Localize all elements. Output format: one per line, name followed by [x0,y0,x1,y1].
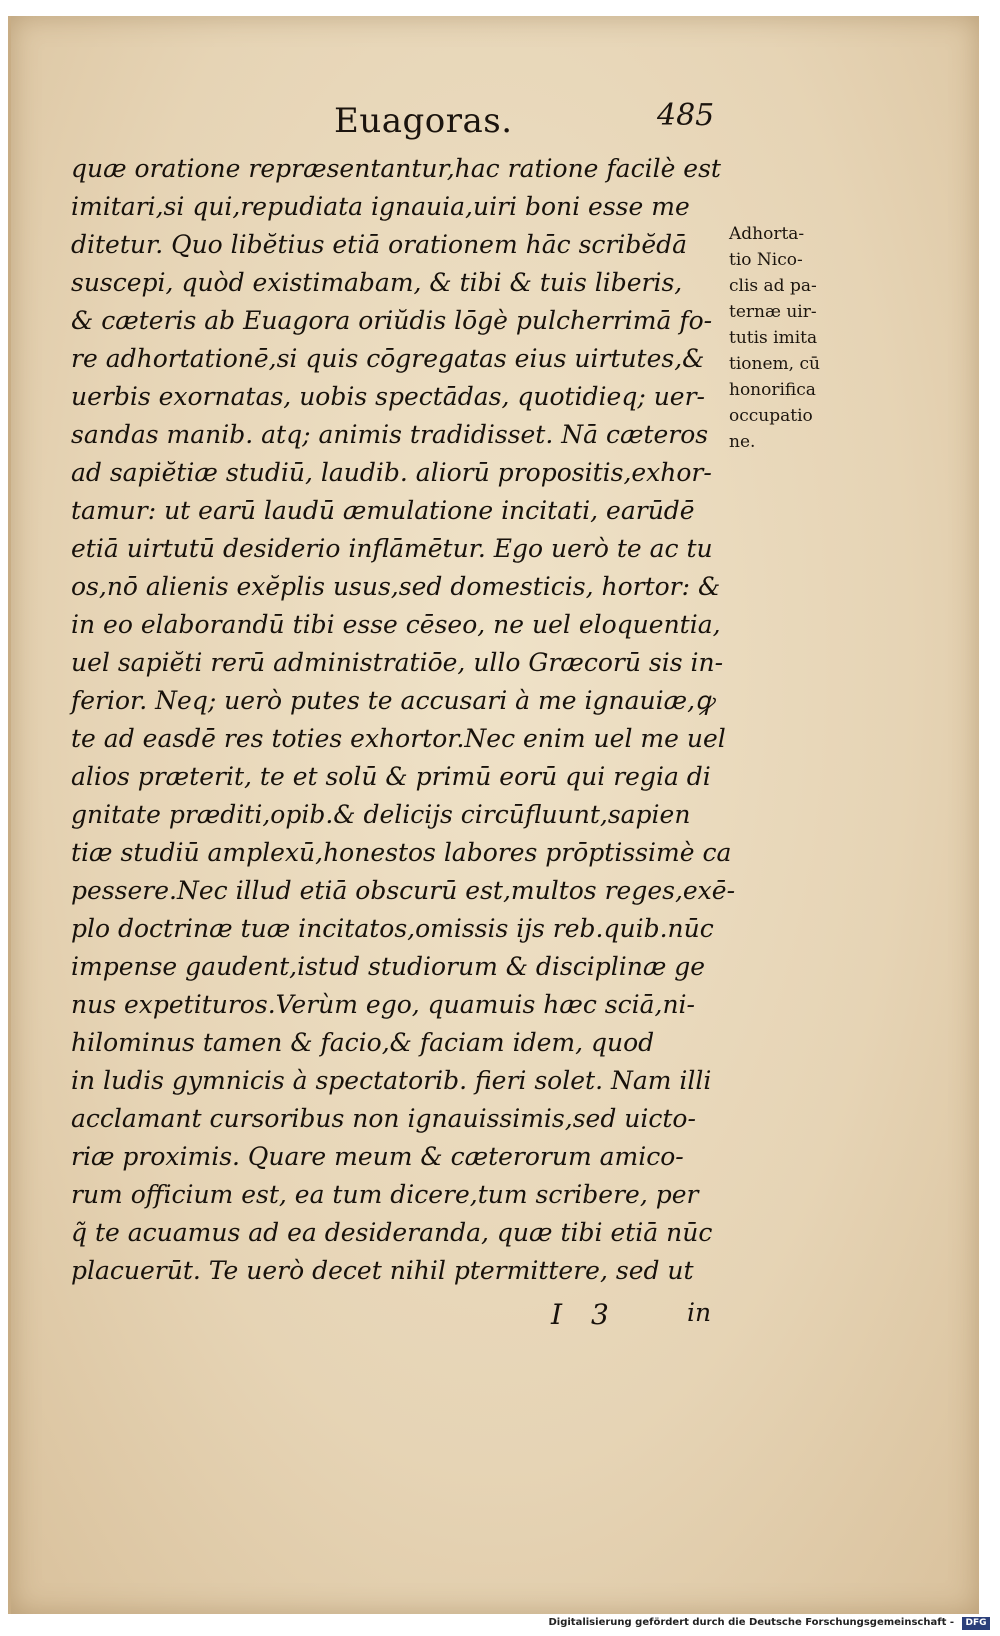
text-line: suscepi, quòd existimabam, & tibi & tuis liberis, [71,268,683,297]
text-line: gnitate præditi,opib.& delicijs circūfluunt,sapien [71,800,691,829]
text-line: alios præterit, te et solū & primū eorū qui regia di [71,762,711,791]
text-line: te ad easdē res toties exhortor.Nec enim uel me uel [71,724,726,753]
text-line: hilominus tamen & facio,& faciam idem, quod [71,1028,655,1057]
text-line: re adhortationē,si quis cōgregatas eius uirtutes,& [71,344,705,373]
text-line: quæ oratione repræsentantur,hac ratione facilè est [71,154,721,183]
text-line: acclamant cursoribus non ignauissimis,sed uicto- [71,1104,696,1133]
running-title: Euagoras. [334,101,513,141]
text-line: q̃ te acuamus ad ea desideranda, quæ tibi etiā nūc [71,1218,713,1247]
marginal-note-line: honorifica [729,380,816,400]
text-line: ad sapiĕtiæ studiū, laudib. aliorū propositis,exhor- [71,458,712,487]
marginal-note-line: occupatio [729,406,813,426]
marginal-note-line: tio Nico- [729,250,803,270]
text-line: ditetur. Quo libĕtius etiā orationem hāc scribĕdā [71,230,688,259]
text-line: uerbis exornatas, uobis spectādas, quotidieq; uer- [71,382,705,411]
text-line: plo doctrinæ tuæ incitatos,omissis ijs reb.quib.nūc [71,914,714,943]
text-line: rum officium est, ea tum dicere,tum scribere, per [71,1180,699,1209]
text-line: nus expetituros.Verùm ego, quamuis hæc sciā,ni- [71,990,695,1019]
page-number: 485 [657,98,715,133]
text-line: tiæ studiū amplexū,honestos labores prōptissimè ca [71,838,732,867]
digitization-credit: Digitalisierung gefördert durch die Deutsche Forschungsgemeinschaft - [548,1617,954,1628]
marginal-note-line: tutis imita [729,328,818,348]
text-line: imitari,si qui,repudiata ignauia,uiri boni esse me [71,192,690,221]
marginal-note-line: tionem, cū [729,354,820,374]
text-line: os,nō alienis exĕplis usus,sed domesticis, hortor: & [71,572,721,601]
marginal-note-line: ne. [729,432,756,452]
marginal-note-line: ternæ uir- [729,302,817,322]
text-line: etiā uirtutū desiderio inflāmētur. Ego uerò te ac tu [71,534,713,563]
text-line: ferior. Neq; uerò putes te accusari à me ignauiæ,ꝙ [71,686,714,715]
text-line: pessere.Nec illud etiā obscurū est,multos reges,exē- [71,876,736,905]
marginal-note-line: clis ad pa- [729,276,817,296]
text-line: tamur: ut earū laudū æmulatione incitati, earūdē [71,496,695,525]
marginal-note [729,221,849,455]
catchword: in [687,1298,712,1327]
text-line: riæ proximis. Quare meum & cæterorum amico- [71,1142,684,1171]
dfg-logo: DFG [962,1617,990,1630]
text-line: uel sapiĕti rerū administratiōe, ullo Græcorū sis in- [71,648,724,677]
text-line: in ludis gymnicis à spectatorib. fieri solet. Nam illi [71,1066,712,1095]
text-line: placuerūt. Te uerò decet nihil ptermittere, sed ut [71,1256,694,1285]
text-line: & cæteris ab Euagora oriŭdis lōgè pulcherrimā fo- [71,306,713,335]
text-line: impense gaudent,istud studiorum & disciplinæ ge [71,952,706,981]
signature-mark: I 3 [551,1298,619,1331]
book-page [8,16,979,1614]
main-text-block [71,150,736,1290]
text-line: in eo elaborandū tibi esse cēseo, ne uel eloquentia, [71,610,721,639]
text-line: sandas manib. atq; animis tradidisset. Nā cæteros [71,420,709,449]
marginal-note-line: Adhorta- [729,224,805,244]
